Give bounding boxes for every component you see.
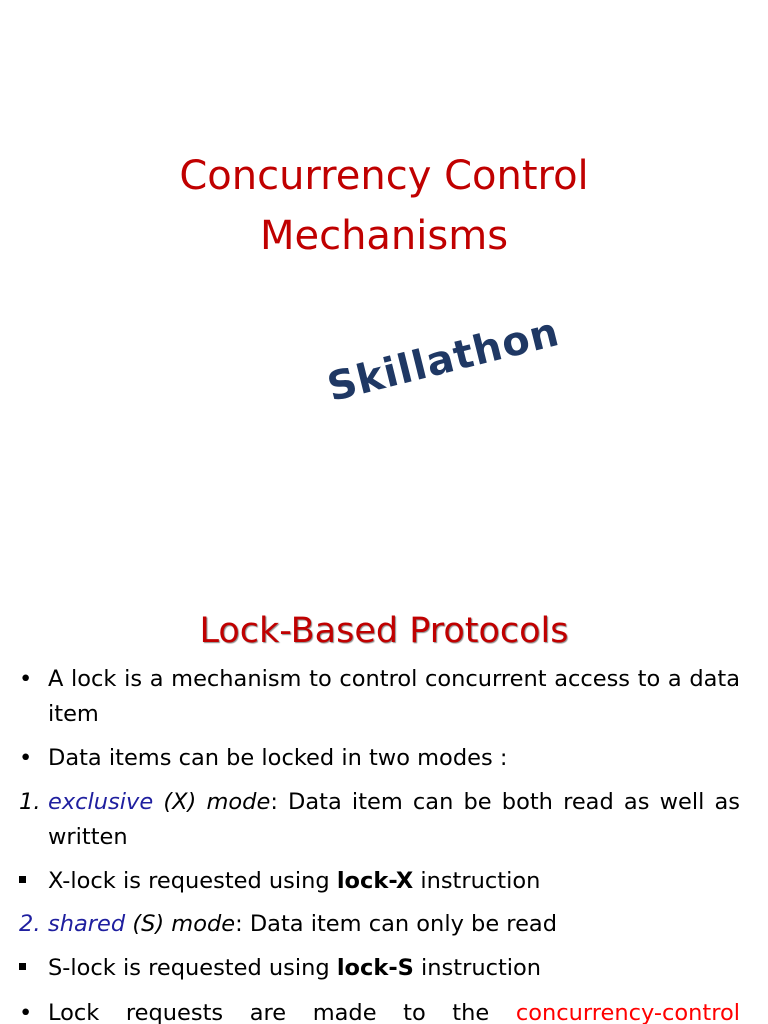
instruction-code: lock-S: [336, 955, 414, 981]
bullet-text: A lock is a mechanism to control concurrent access to a data item: [48, 666, 740, 727]
mode-label: (S) mode: [132, 911, 236, 937]
term-shared: shared: [48, 911, 126, 937]
square-bullet-text: X-lock is requested using lock-X instruction: [48, 868, 541, 894]
bullet-dot-icon: •: [19, 666, 33, 692]
square-bullet-icon: [19, 951, 26, 986]
slide-title-line-2: Mechanisms: [259, 213, 509, 259]
skillathon-logo-text: Skillathon: [322, 309, 565, 411]
mode-label: (X) mode: [163, 789, 271, 815]
mode-description: : Data item can be both read as well as written: [48, 789, 741, 850]
square-bullet-icon: [19, 864, 26, 899]
highlight-text: concurrency-control: [515, 1000, 740, 1024]
instruction-code: lock-X: [336, 868, 414, 894]
number-marker: 2.: [19, 911, 41, 937]
square-bullet-text: S-lock is requested using lock-S instruction: [48, 955, 542, 981]
term-exclusive: exclusive: [48, 789, 154, 815]
section-title: Lock-Based Protocols: [199, 611, 569, 651]
number-marker: 1.: [19, 789, 41, 815]
slide-title-line-1: Concurrency Control: [179, 153, 589, 199]
numbered-text: [48, 907, 740, 942]
mode-description: : Data item can only be read: [235, 911, 557, 937]
bullet-dot-icon: •: [19, 745, 33, 771]
slide-title: [0, 146, 768, 266]
numbered-text: [48, 785, 740, 855]
bullet-text: Lock requests are made to the concurrency-control: [48, 1000, 740, 1024]
bullet-dot-icon: •: [19, 1000, 33, 1024]
bullet-text: Data items can be locked in two modes :: [48, 745, 508, 771]
